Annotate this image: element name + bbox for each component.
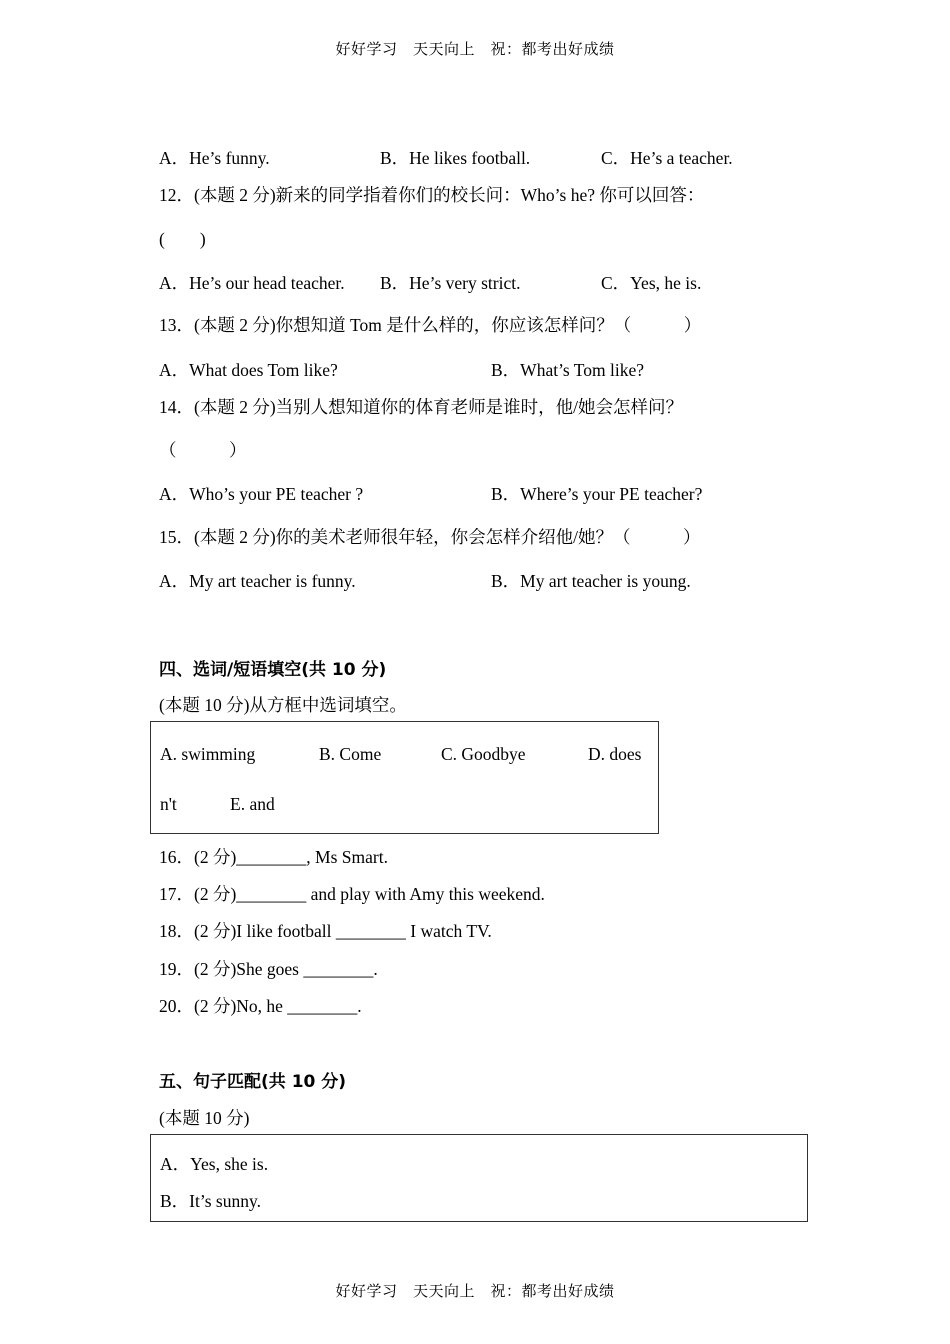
q18: 18．(2 分)I like football ________ I watch TV. [159,921,492,941]
q20: 20．(2 分)No, he ________. [159,996,362,1016]
q19: 19．(2 分)She goes ________. [159,959,378,979]
section5-instruction: (本题 10 分) [159,1108,250,1128]
section4-title: 四、选词/短语填空(共 10 分) [159,660,387,680]
q14-answer-paren: （ ） [159,440,247,460]
word-bank-option: D. does [588,744,642,764]
q17: 17．(2 分)________ and play with Amy this weekend. [159,884,545,904]
q16: 16．(2 分)________, Ms Smart. [159,847,388,867]
q12-option-b: B．He’s very strict. [380,273,521,293]
q13-stem: 13．(本题 2 分)你想知道 Tom 是什么样的，你应该怎样问？（ ） [159,315,702,335]
matching-box [150,1134,808,1222]
matching-option-b: B．It’s sunny. [160,1191,261,1211]
section5-title: 五、句子匹配(共 10 分) [159,1072,347,1092]
q12-option-a: A．He’s our head teacher. [159,273,345,293]
word-bank-option: B. Come [319,744,382,764]
q13-option-b: B．What’s Tom like? [491,360,645,380]
word-bank-option-continued: n't [160,794,177,814]
q11-option-b: B．He likes football. [380,148,531,168]
q12-option-c: C．Yes, he is. [601,273,702,293]
word-bank-option: C. Goodbye [441,744,526,764]
section4-instruction: (本题 10 分)从方框中选词填空。 [159,695,407,715]
q15-stem: 15．(本题 2 分)你的美术老师很年轻，你会怎样介绍他/她？（ ） [159,527,701,547]
q11-option-a: A．He’s funny. [159,148,270,168]
q13-option-a: A．What does Tom like? [159,360,338,380]
page-footer: 好好学习 天天向上 祝：都考出好成绩 [335,1282,615,1300]
q14-option-a: A．Who’s your PE teacher ? [159,484,364,504]
q12-stem: 12．(本题 2 分)新来的同学指着你们的校长问：Who’s he? 你可以回答： [159,185,705,205]
q12-answer-paren: ( ) [159,229,206,249]
q14-option-b: B．Where’s your PE teacher? [491,484,703,504]
page-header: 好好学习 天天向上 祝：都考出好成绩 [335,40,615,58]
q15-option-a: A．My art teacher is funny. [159,571,356,591]
word-bank-box [150,721,659,834]
q15-option-b: B．My art teacher is young. [491,571,691,591]
matching-option-a: A．Yes, she is. [160,1154,269,1174]
word-bank-option: A. swimming [160,744,256,764]
q14-stem: 14．(本题 2 分)当别人想知道你的体育老师是谁时，他/她会怎样问？ [159,397,684,417]
q11-option-c: C．He’s a teacher. [601,148,733,168]
word-bank-option: E. and [230,794,275,814]
